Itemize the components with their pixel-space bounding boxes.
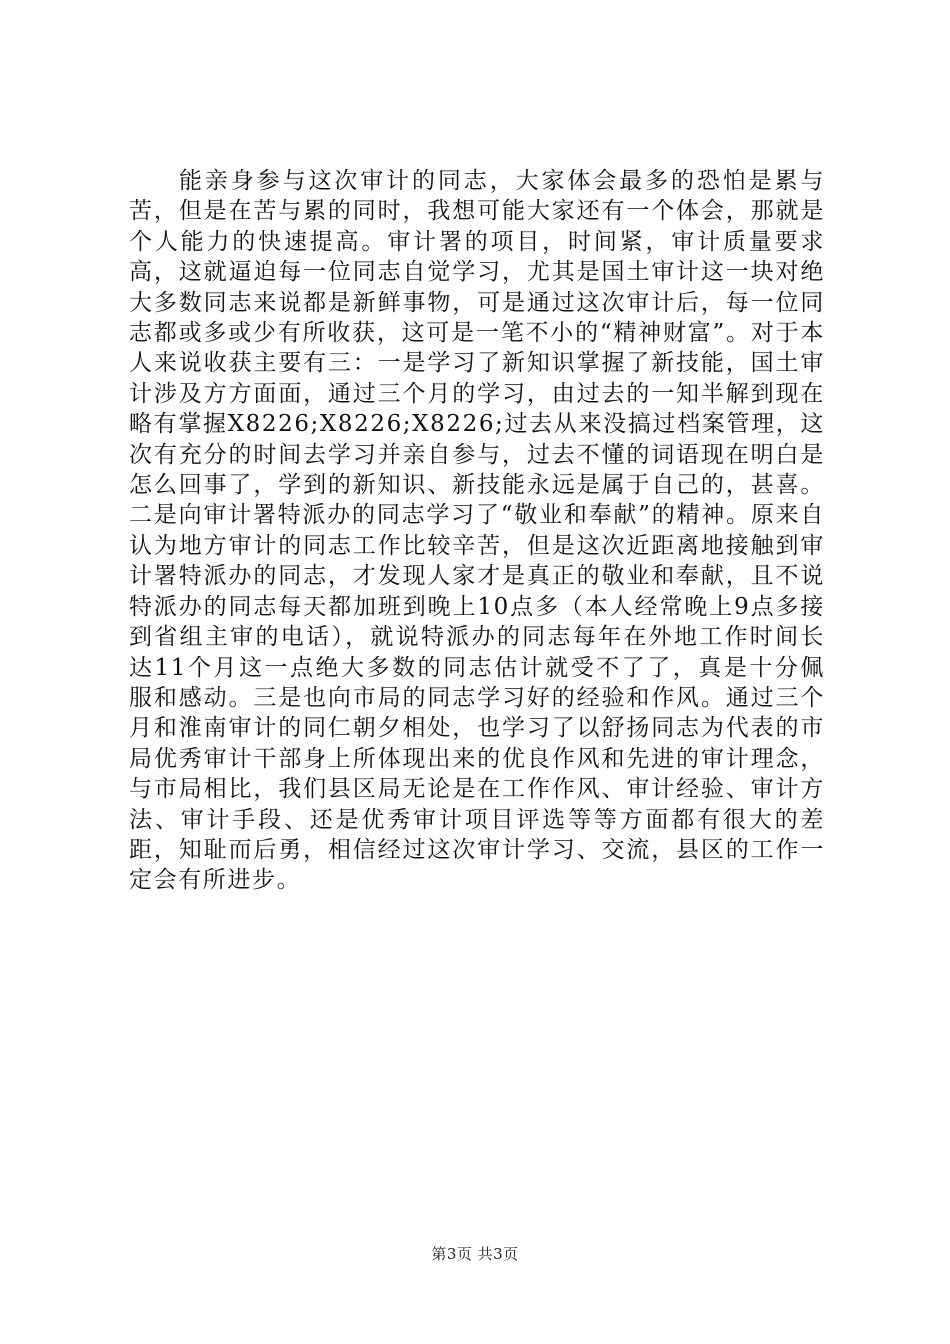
body-paragraph: 能亲身参与这次审计的同志，大家体会最多的恐怕是累与苦，但是在苦与累的同时，我想可能大家还有一个体会，那就是个人能力的快速提高。审计署的项目，时间紧，审计质量要求高，这就逼迫每一位同志自觉学习，尤其是国土审计这一块对绝大多数同志来说都是新鲜事物，可是通过这次审计后，每一位同志都或多或少有所收获，这可是一笔不小的“精神财富”。对于本人来说收获主要有三：一是学习了新知识掌握了新技能，国土审计涉及方方面面，通过三个月的学习，由过去的一知半解到现在略有掌握X8226;X8226;X8226;过去从来没搞过档案管理，这次有充分的时间去学习并亲自参与，过去不懂的词语现在明白是怎么回事了，学到的新知识、新技能永远是属于自己的，甚喜。二是向审计署特派办的同志学习了“敬业和奉献”的精神。原来自认为地方审计的同志工作比较辛苦，但是这次近距离地接触到审计署特派办的同志，才发现人家才是真正的敬业和奉献，且不说特派办的同志每天都加班到晚上10点多（本人经常晚上9点多接到省组主审的电话），就说特派办的同志每年在外地工作时间长达11个月这一点绝大多数的同志估计就受不了了，真是十分佩服和感动。三是也向市局的同志学习好的经验和作风。通过三个月和淮南审计的同仁朝夕相处，也学习了以舒扬同志为代表的市局优秀审计干部身上所体现出来的优良作风和先进的审计理念，与市局相比，我们县区局无论是在工作作风、审计经验、审计方法、审计手段、还是优秀审计项目评选等等方面都有很大的差距，知耻而后勇，相信经过这次审计学习、交流，县区的工作一定会有所进步。 <box>129 168 825 894</box>
page-footer: 第3页 共3页 <box>431 1245 519 1263</box>
